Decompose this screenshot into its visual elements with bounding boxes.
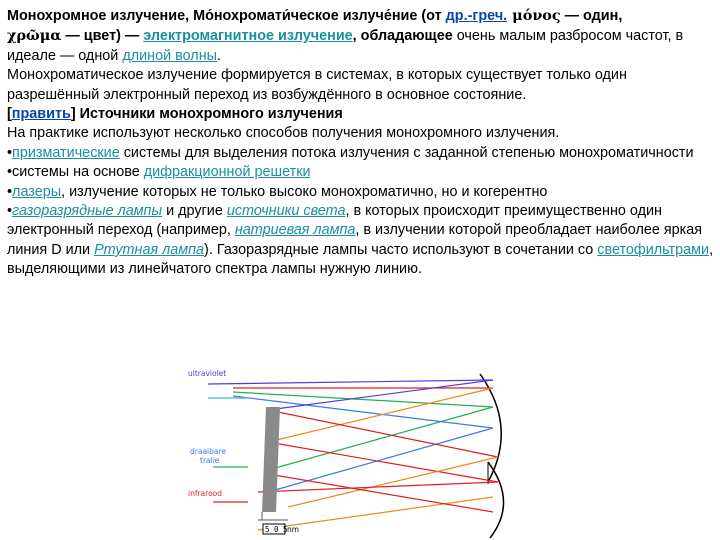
- laser-text: , излучение которых не только высоко монохроматично, но и когерентно: [61, 183, 548, 200]
- beam-red-4: [258, 482, 498, 492]
- filters-link[interactable]: светофильтрами: [597, 241, 710, 258]
- grating-text: системы на основе: [12, 164, 144, 181]
- edit-bracket-open: [: [7, 106, 12, 123]
- beam-red-3: [268, 442, 498, 482]
- sodium-lamp-link[interactable]: натриевая лампа: [234, 222, 356, 239]
- bullet: •: [7, 183, 13, 200]
- edit-bracket-close: ]: [70, 106, 76, 123]
- list-item-lasers: [7, 183, 715, 202]
- prism-text: системы для выделения потока излучения с заданной степенью монохроматичности: [119, 144, 694, 161]
- beam-green: [233, 392, 493, 407]
- lamp-text-2: , в которых происходит преимущественно один электронный переход (например,: [7, 203, 662, 239]
- bullet: •: [7, 144, 13, 161]
- beam-orange-2: [288, 457, 498, 507]
- article-text: [7, 6, 715, 280]
- beam-red-5: [268, 474, 493, 512]
- list-item-lamps: [7, 202, 715, 280]
- laser-link[interactable]: лазеры: [12, 183, 62, 200]
- intro-end: .: [217, 47, 221, 64]
- paragraph-methods: На практике используют несколько способов получения монохромного излучения.: [7, 125, 560, 142]
- label-grating-2: tralie: [200, 456, 220, 465]
- label-infrared: infrarood: [188, 489, 223, 498]
- after-em-text: , обладающее: [352, 28, 453, 45]
- monochromator-figure: [188, 362, 523, 538]
- lower-mirror: [488, 462, 504, 538]
- grating-link[interactable]: дифракционной решетки: [143, 164, 311, 181]
- lamp-text-4: ). Газоразрядные лампы часто используют в сочетании со: [204, 241, 598, 258]
- bullet: •: [7, 164, 13, 181]
- intro-tail: очень малым разбросом частот, в идеале — одной: [7, 28, 684, 64]
- section-title: Источники монохромного излучения: [75, 106, 343, 123]
- em-radiation-link[interactable]: электромагнитное излучение: [143, 28, 353, 45]
- meaning-color: — цвет) —: [61, 28, 144, 45]
- lamp-text-3: , в излучении которой преобладает наиболее яркая линия D или: [7, 222, 703, 258]
- meaning-one: — один,: [560, 8, 623, 24]
- intro-paragraph: [7, 6, 715, 66]
- list-item-grating: [7, 163, 715, 182]
- grating-body: [262, 407, 280, 512]
- greek-word-chroma: χρῶμα: [7, 27, 62, 45]
- greek-word-monos: μόνος: [507, 7, 561, 24]
- term-heading: Монохромное излучение, Мо́нохромати́ческое излуче́ние: [7, 8, 418, 24]
- paren-text: (от: [417, 8, 446, 24]
- lang-link[interactable]: др.-греч.: [445, 8, 508, 24]
- bullet: •: [7, 203, 13, 220]
- list-item-prisms: [7, 144, 715, 163]
- scale-value: 5 0 5: [265, 525, 288, 534]
- diffraction-grating: [258, 407, 288, 520]
- beam-uv: [208, 380, 493, 384]
- wavelength-link[interactable]: длиной волны: [122, 47, 217, 64]
- label-ultraviolet: ultraviolet: [188, 369, 227, 378]
- section-heading: [7, 105, 715, 124]
- prism-link[interactable]: призматические: [12, 144, 120, 161]
- lamp-text-1: и другие: [162, 203, 227, 220]
- monochromator-diagram: [188, 362, 523, 538]
- label-grating-1: draaibare: [190, 447, 227, 456]
- mercury-lamp-link[interactable]: Ртутная лампа: [94, 241, 205, 258]
- scale-unit: nm: [287, 525, 300, 534]
- light-sources-link[interactable]: источники света: [226, 203, 346, 220]
- discharge-lamp-link[interactable]: газоразрядные лампы: [12, 203, 163, 220]
- lamp-text-5: , выделяющими из линейчатого спектра лампы нужную линию.: [7, 241, 714, 278]
- light-beams: [208, 380, 498, 530]
- edit-link[interactable]: править: [11, 106, 71, 123]
- paragraph-transition: Монохроматическое излучение формируется в системах, в которых существует только один разрешённый электронный переход из возбуждённого в основное состояние.: [7, 67, 627, 103]
